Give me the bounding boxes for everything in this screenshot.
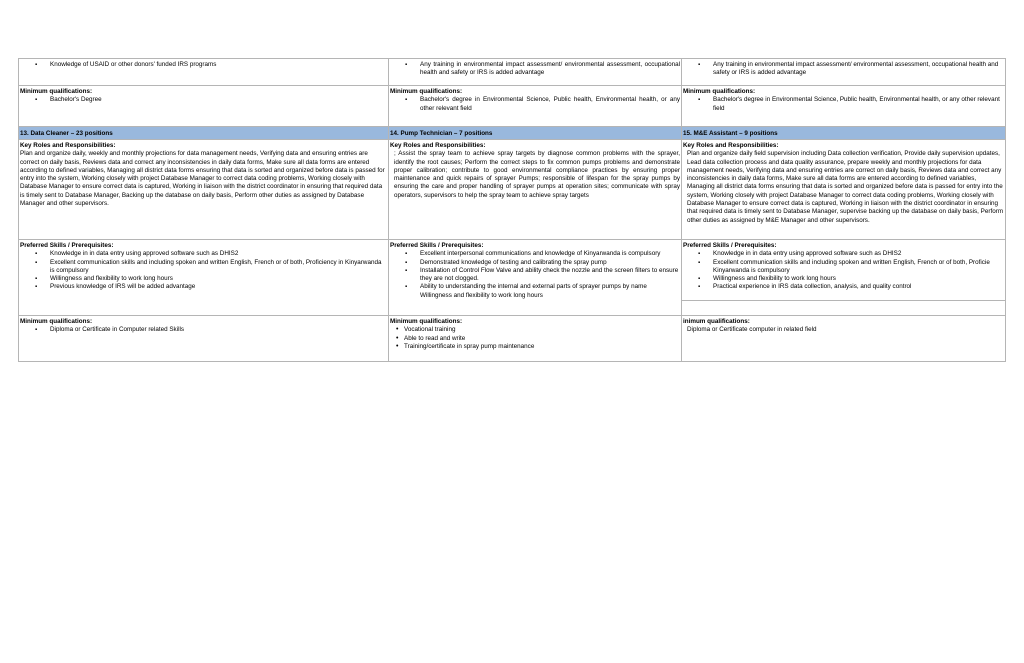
section-label: Preferred Skills / Prerequisites:	[683, 242, 777, 249]
section-label: Preferred Skills / Prerequisites:	[390, 242, 484, 249]
table-row	[19, 86, 1006, 127]
table-cell	[682, 59, 1006, 86]
list-item: ▪ Previous knowledge of IRS will be added advantage	[20, 283, 387, 291]
table-cell	[682, 316, 1006, 362]
qualification-text: Diploma or Certificate computer in related field	[687, 326, 817, 334]
table-cell	[19, 86, 389, 127]
list-item: ▪ Knowledge of USAID or other donors' funded IRS programs	[20, 61, 387, 69]
table-cell	[389, 140, 682, 240]
list-item: ▪ Excellent communication skills and including spoken and written English, French or of both, Proficie Kinyarwanda is compulsory	[683, 259, 1004, 276]
list-item: ▪ Bachelor's Degree	[20, 96, 387, 104]
table-cell	[19, 59, 389, 86]
roles-text: Plan and organize daily field supervision including Data collection verification, Provide daily supervision updates, Lead data collection process and data quality assurance, prepare weekly and monthly projections for data management needs, Verifying data and ensuring entries are correct on daily basis, Reviews data and correct any inconsistencies in daily data forms, Make sure all data forms are entered according to defined variables, Managing all district data forms ensuring that data is sorted and organized before data is passed for entry into the system, Working closely with project Database Manager to correct data coding problems, Working closely with Database Manager to ensure correct data is captured, Working in liaison with the district coordinator in ensuring that required data is timely sent to Database Manager, supervise backing up the database on daily basis, Perform other duties as assigned by M&E Manager and other supervisors.	[687, 150, 1004, 224]
position-header: 14. Pump Technician – 7 positions	[389, 127, 682, 140]
section-label: Minimum qualifications:	[390, 88, 463, 95]
list-item: ▪ Excellent interpersonal communications and knowledge of Kinyarwanda is compulsory	[390, 250, 680, 258]
table-cell	[19, 316, 389, 362]
section-label: Minimum qualifications:	[20, 88, 93, 95]
list-item: ▪ Willingness and flexibility to work long hours	[20, 275, 387, 283]
table-cell	[19, 240, 389, 316]
roles-text: ; Assist the spray team to achieve spray targets by diagnose common problems with the sprayer, identify the root causes; Perform the correct steps to fix common pumps problems and demonstrate proper calibration; contribute to good environmental compliance practices by ensuring proper maintenance and quick repairs of sprayer Pumps; responsible of lifespan for the spray pumps by ensuring the care and proper handling of sprayer pumps at operation sites; communicate with spray operators, supervisors to help the spray team to achieve spray targets	[394, 150, 680, 199]
section-label: Minimum qualifications:	[20, 318, 93, 325]
section-label: Minimum qualifications:	[390, 318, 463, 325]
section-label: Key Roles and Responsibilities:	[683, 142, 779, 149]
position-header: 13. Data Cleaner – 23 positions	[19, 127, 389, 140]
list-item: • Training/certificate in spray pump maintenance	[390, 343, 680, 351]
table-row	[19, 316, 1006, 362]
list-item: ▪ Any training in environmental impact assessment/ environmental assessment, occupational health and safety or IRS is added advantage	[390, 61, 680, 78]
table-cell	[389, 59, 682, 86]
table-cell	[19, 140, 389, 240]
list-item: ▪ Installation of Control Flow Valve and ability check the nozzle and the screen filters to ensure they are not clogged.	[390, 267, 680, 284]
divider	[682, 300, 1005, 301]
section-label: inimum qualifications:	[683, 318, 750, 325]
table-cell	[682, 240, 1006, 316]
table-row	[19, 240, 1006, 316]
table-cell	[682, 140, 1006, 240]
list-item: ▪ Bachelor's degree in Environmental Science, Public health, Environmental health, or any other relevant field	[683, 96, 1004, 113]
list-item: • Able to read and write	[390, 335, 680, 343]
list-item: ▪ Knowledge in in data entry using approved software such as DHIS2	[683, 250, 1004, 258]
section-label: Preferred Skills / Prerequisites:	[20, 242, 114, 249]
roles-text: Plan and organize daily, weekly and monthly projections for data management needs, Verifying data and ensuring entries are correct on daily basis, Reviews data and correct any inconsistencies in daily data forms, Make sure all data forms are entered according to defined variables, Managing all district data forms ensuring that data is sorted and organized before data is passed for entry into the system, Working closely with project Database Manager to correct data coding problems, Working closely with Database Manager to ensure correct data is captured, Working in liaison with the district coordinator in ensuring that required data is timely sent to Database Manager, Backing up the database on daily basis, Perform other duties as assigned by Database Manager and other supervisors.	[20, 150, 385, 208]
list-item: ▪ Knowledge in in data entry using approved software such as DHIS2	[20, 250, 387, 258]
list-item: ▪ Practical experience in IRS data collection, analysis, and quality control	[683, 283, 1004, 291]
table-cell	[389, 240, 682, 316]
list-item: • Vocational training	[390, 326, 680, 334]
table-row	[19, 59, 1006, 86]
table-cell	[389, 86, 682, 127]
list-item: ▪ Willingness and flexibility to work long hours	[683, 275, 1004, 283]
section-label: Key Roles and Responsibilities:	[20, 142, 116, 149]
table-cell	[682, 86, 1006, 127]
list-item: ▪ Excellent communication skills and including spoken and written English, French or of both, Proficiency in Kinyarwanda is compulsory	[20, 259, 387, 276]
table-cell	[389, 316, 682, 362]
section-label: Minimum qualifications:	[683, 88, 756, 95]
table-header-row	[19, 127, 1006, 140]
list-item: ▪ Ability to understanding the internal and external parts of sprayer pumps by name Willingness and flexibility to work long hours	[390, 283, 680, 300]
table-row	[19, 140, 1006, 240]
list-item: ▪ Demonstrated knowledge of testing and calibrating the spray pump	[390, 259, 680, 267]
position-header: 15. M&E Assistant – 9 positions	[682, 127, 1006, 140]
section-label: Key Roles and Responsibilities:	[390, 142, 486, 149]
list-item: ▪ Diploma or Certificate in Computer related Skills	[20, 326, 387, 334]
list-item: ▪ Bachelor's degree in Environmental Science, Public health, Environmental health, or any other relevant field	[390, 96, 680, 113]
list-item: ▪ Any training in environmental impact assessment/ environmental assessment, occupational health and safety or IRS is added advantage	[683, 61, 1004, 78]
job-table	[18, 58, 1006, 362]
